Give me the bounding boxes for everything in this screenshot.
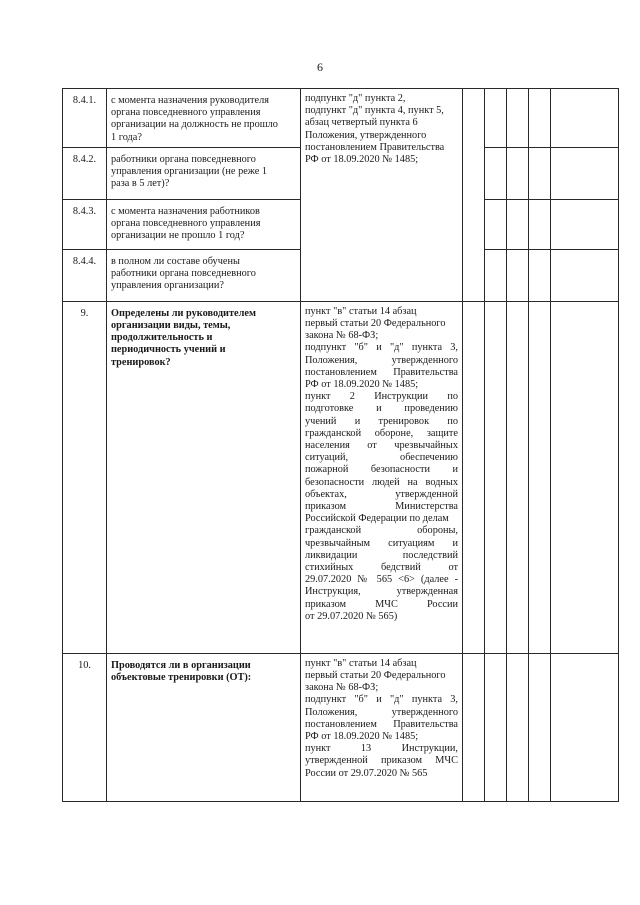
notes-cell[interactable]	[551, 249, 619, 301]
answer-cell-yes[interactable]	[463, 301, 485, 653]
notes-cell[interactable]	[551, 301, 619, 653]
answer-cell-extra[interactable]	[529, 147, 551, 199]
text-line: управления организации (не реже 1	[111, 166, 268, 178]
text-line: приказом МЧС России	[305, 598, 458, 610]
table-row	[63, 89, 619, 148]
answer-cell-na[interactable]	[507, 653, 529, 801]
text-line: ликвидации последствий	[305, 549, 458, 561]
row-number: 8.4.1.	[63, 89, 107, 148]
text-line: пожарной безопасности и	[305, 464, 458, 476]
answer-cell-no[interactable]	[485, 301, 507, 653]
question-text	[107, 89, 301, 148]
text-line: раза в 5 лет)?	[111, 178, 170, 190]
text-line: органа повседневного управления	[111, 218, 261, 230]
text-line: Положения, утвержденного	[305, 354, 458, 366]
text-line: Российской Федерации по делам	[305, 513, 449, 525]
text-line: утвержденной приказом МЧС	[305, 755, 458, 767]
question-text	[107, 301, 301, 653]
text-line: Положения, утвержденного	[305, 129, 427, 141]
notes-cell[interactable]	[551, 199, 619, 249]
text-line: первый статьи 20 Федерального	[305, 670, 446, 682]
text-line: приказом Министерства	[305, 501, 458, 513]
text-line: Проводятся ли в организации	[111, 659, 251, 671]
text-line: организации на должность не прошло	[111, 119, 278, 131]
page-number: 6	[317, 60, 323, 74]
text-line: закона № 68-ФЗ;	[305, 682, 379, 694]
answer-cell-na[interactable]	[507, 301, 529, 653]
answer-cell-extra[interactable]	[529, 249, 551, 301]
notes-cell[interactable]	[551, 89, 619, 148]
question-text	[107, 199, 301, 249]
answer-cell-yes[interactable]	[463, 89, 485, 302]
text-line: 29.07.2020 № 565 <6> (далее -	[305, 574, 458, 586]
checklist-table-container	[62, 88, 618, 802]
text-line: работники органа повседневного	[111, 153, 256, 165]
answer-cell-extra[interactable]	[529, 89, 551, 148]
notes-cell[interactable]	[551, 653, 619, 801]
text-line: безопасности людей на водных	[305, 476, 458, 488]
legal-reference	[301, 301, 463, 653]
answer-cell-no[interactable]	[485, 249, 507, 301]
text-line: РФ от 18.09.2020 № 1485;	[305, 731, 419, 743]
row-number: 9.	[63, 301, 107, 653]
row-number: 8.4.2.	[63, 147, 107, 199]
answer-cell-no[interactable]	[485, 199, 507, 249]
text-line: РФ от 18.09.2020 № 1485;	[305, 379, 419, 391]
text-line: ситуаций, обеспечению	[305, 452, 458, 464]
text-line: работники органа повседневного	[111, 268, 256, 280]
legal-reference	[301, 653, 463, 801]
text-line: управления организации?	[111, 280, 224, 292]
text-line: постановлением Правительства	[305, 718, 458, 730]
row-number: 8.4.3.	[63, 199, 107, 249]
answer-cell-no[interactable]	[485, 89, 507, 148]
text-line: подготовке и проведению	[305, 403, 458, 415]
text-line: пункт 2 Инструкции по	[305, 391, 458, 403]
text-line: продолжительность и	[111, 332, 213, 344]
text-line: чрезвычайным ситуациям и	[305, 537, 458, 549]
text-line: пункт "в" статьи 14 абзац	[305, 657, 417, 669]
text-line: с момента назначения руководителя	[111, 95, 270, 106]
text-line: подпункт "д" пункта 4, пункт 5,	[305, 105, 444, 117]
legal-reference	[301, 89, 463, 302]
text-line: Определены ли руководителем	[111, 307, 256, 319]
text-line: первый статьи 20 Федерального	[305, 318, 446, 330]
answer-cell-na[interactable]	[507, 199, 529, 249]
text-line: от 29.07.2020 № 565)	[305, 610, 398, 622]
text-line: в полном ли составе обучены	[111, 255, 240, 267]
text-line: постановлением Правительства	[305, 141, 445, 153]
table-row	[63, 653, 619, 801]
answer-cell-na[interactable]	[507, 89, 529, 148]
text-line: пункт "в" статьи 14 абзац	[305, 305, 417, 317]
text-line: подпункт "б" и "д" пункта 3,	[305, 342, 458, 354]
question-text	[107, 249, 301, 301]
question-text	[107, 147, 301, 199]
answer-cell-extra[interactable]	[529, 653, 551, 801]
text-line: пункт 13 Инструкции,	[305, 743, 458, 755]
text-line: органа повседневного управления	[111, 107, 261, 119]
text-line: организации виды, темы,	[111, 320, 231, 332]
answer-cell-extra[interactable]	[529, 301, 551, 653]
text-line: гражданской обороне, защите	[305, 427, 458, 439]
answer-cell-yes[interactable]	[463, 653, 485, 801]
text-line: закона № 68-ФЗ;	[305, 330, 379, 342]
text-line: с момента назначения работников	[111, 205, 260, 217]
text-line: гражданской обороны,	[305, 525, 458, 537]
text-line: постановлением Правительства	[305, 366, 458, 378]
checklist-table	[62, 88, 619, 802]
text-line: объектах, утвержденной	[305, 488, 458, 500]
table-row	[63, 301, 619, 653]
text-line: Инструкция, утвержденная	[305, 586, 458, 598]
text-line: объектовые тренировки (ОТ):	[111, 672, 252, 684]
row-number: 10.	[63, 653, 107, 801]
answer-cell-no[interactable]	[485, 653, 507, 801]
answer-cell-na[interactable]	[507, 249, 529, 301]
text-line: абзац четвертый пункта 6	[305, 117, 418, 129]
text-line: России от 29.07.2020 № 565	[305, 767, 428, 779]
text-line: 1 года?	[111, 131, 142, 143]
notes-cell[interactable]	[551, 147, 619, 199]
text-line: тренировок?	[111, 356, 171, 368]
text-line: Положения, утвержденного	[305, 706, 458, 718]
text-line: РФ от 18.09.2020 № 1485;	[305, 154, 419, 166]
row-number: 8.4.4.	[63, 249, 107, 301]
text-line: подпункт "б" и "д" пункта 3,	[305, 694, 458, 706]
text-line: учений и тренировок по	[305, 415, 458, 427]
question-text	[107, 653, 301, 801]
text-line: подпункт "д" пункта 2,	[305, 93, 406, 104]
text-line: периодичность учений и	[111, 344, 226, 356]
text-line: стихийных бедствий от	[305, 562, 458, 574]
answer-cell-na[interactable]	[507, 147, 529, 199]
text-line: населения от чрезвычайных	[305, 440, 458, 452]
answer-cell-extra[interactable]	[529, 199, 551, 249]
text-line: организации не прошло 1 год?	[111, 230, 245, 242]
answer-cell-no[interactable]	[485, 147, 507, 199]
